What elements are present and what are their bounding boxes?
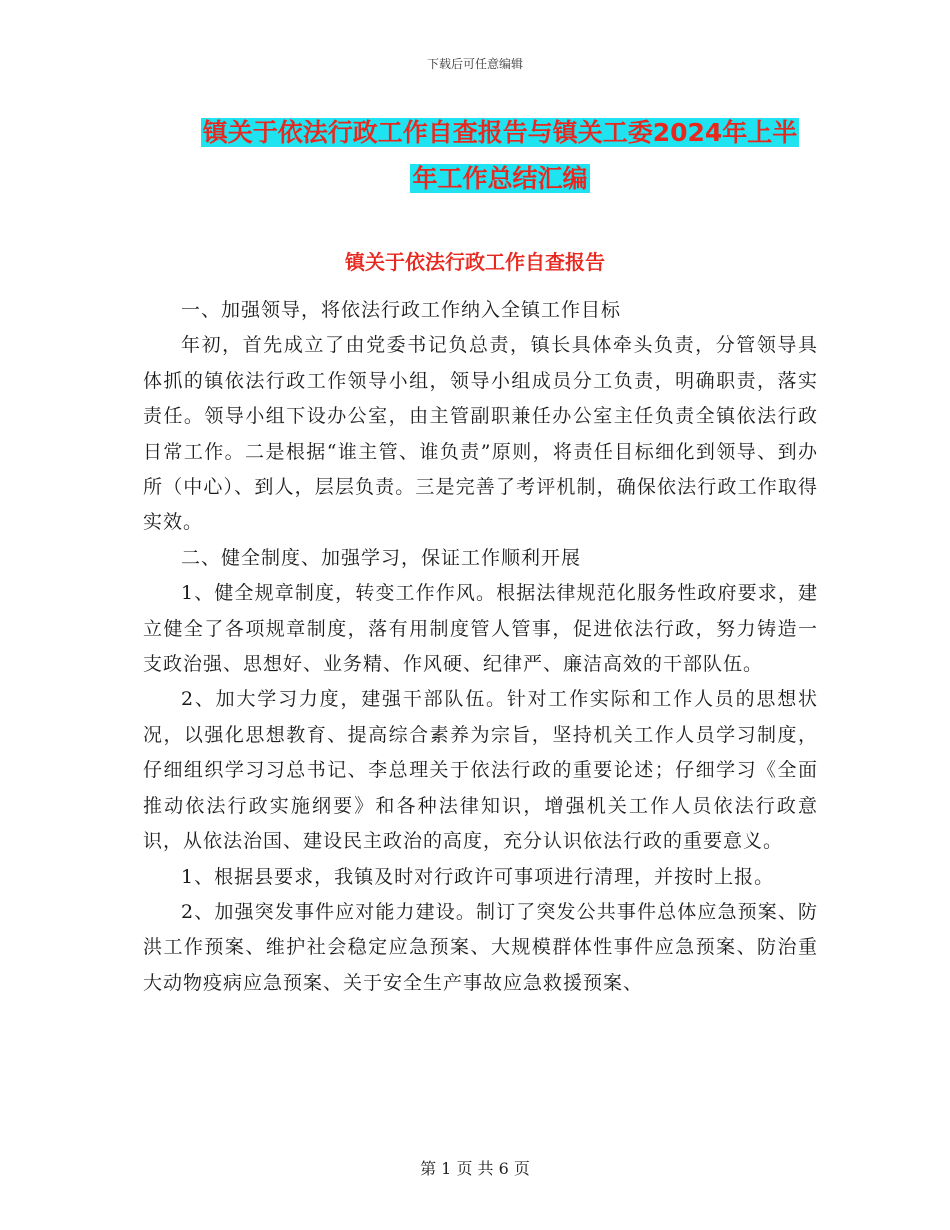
body-text [143, 293, 818, 1001]
paragraph-heading-1: 一、加强领导，将依法行政工作纳入全镇工作目标 [181, 299, 622, 321]
paragraph: 1、健全规章制度，转变工作作风。根据法律规范化服务性政府要求，建立健全了各项规章制度，落有用制度管人管事，促进依法行政，努力铸造一支政治强、思想好、业务精、作风硬、纪律严、廉洁高效的干部队伍。 [143, 582, 818, 676]
header-note: 下载后可任意编辑 [426, 57, 523, 71]
title-line-2: 年工作总结汇编 [412, 164, 588, 193]
page-footer: 第 1 页 共 6 页 [420, 1159, 530, 1178]
paragraph: 2、加强突发事件应对能力建设。制订了突发公共事件总体应急预案、防洪工作预案、维护社会稳定应急预案、大规模群体性事件应急预案、防治重大动物疫病应急预案、关于安全生产事故应急救援预案、 [143, 900, 818, 994]
paragraph: 年初，首先成立了由党委书记负总责，镇长具体牵头负责，分管领导具体抓的镇依法行政工作领导小组，领导小组成员分工负责，明确职责，落实责任。领导小组下设办公室，由主管副职兼任办公室主任负责全镇依法行政日常工作。二是根据“谁主管、谁负责”原则，将责任目标细化到领导、到办所（中心）、到人，层层负责。三是完善了考评机制，确保依法行政工作取得实效。 [143, 334, 818, 534]
paragraph: 1、根据县要求，我镇及时对行政许可事项进行清理，并按时上报。 [181, 865, 775, 888]
document-title [140, 110, 860, 202]
paragraph-heading-2: 二、健全制度、加强学习，保证工作顺利开展 [181, 546, 582, 569]
title-line-1: 镇关于依法行政工作自查报告与镇关工委2024年上半 [202, 118, 798, 147]
section-title: 镇关于依法行政工作自查报告 [345, 250, 605, 274]
paragraph: 2、加大学习力度，建强干部队伍。针对工作实际和工作人员的思想状况，以强化思想教育、提高综合素养为宗旨，坚持机关工作人员学习制度，仔细组织学习习总书记、李总理关于依法行政的重要论述；仔细学习《全面推动依法行政实施纲要》和各种法律知识，增强机关工作人员依法行政意识，从依法治国、建设民主政治的高度，充分认识依法行政的重要意义。 [143, 688, 818, 853]
